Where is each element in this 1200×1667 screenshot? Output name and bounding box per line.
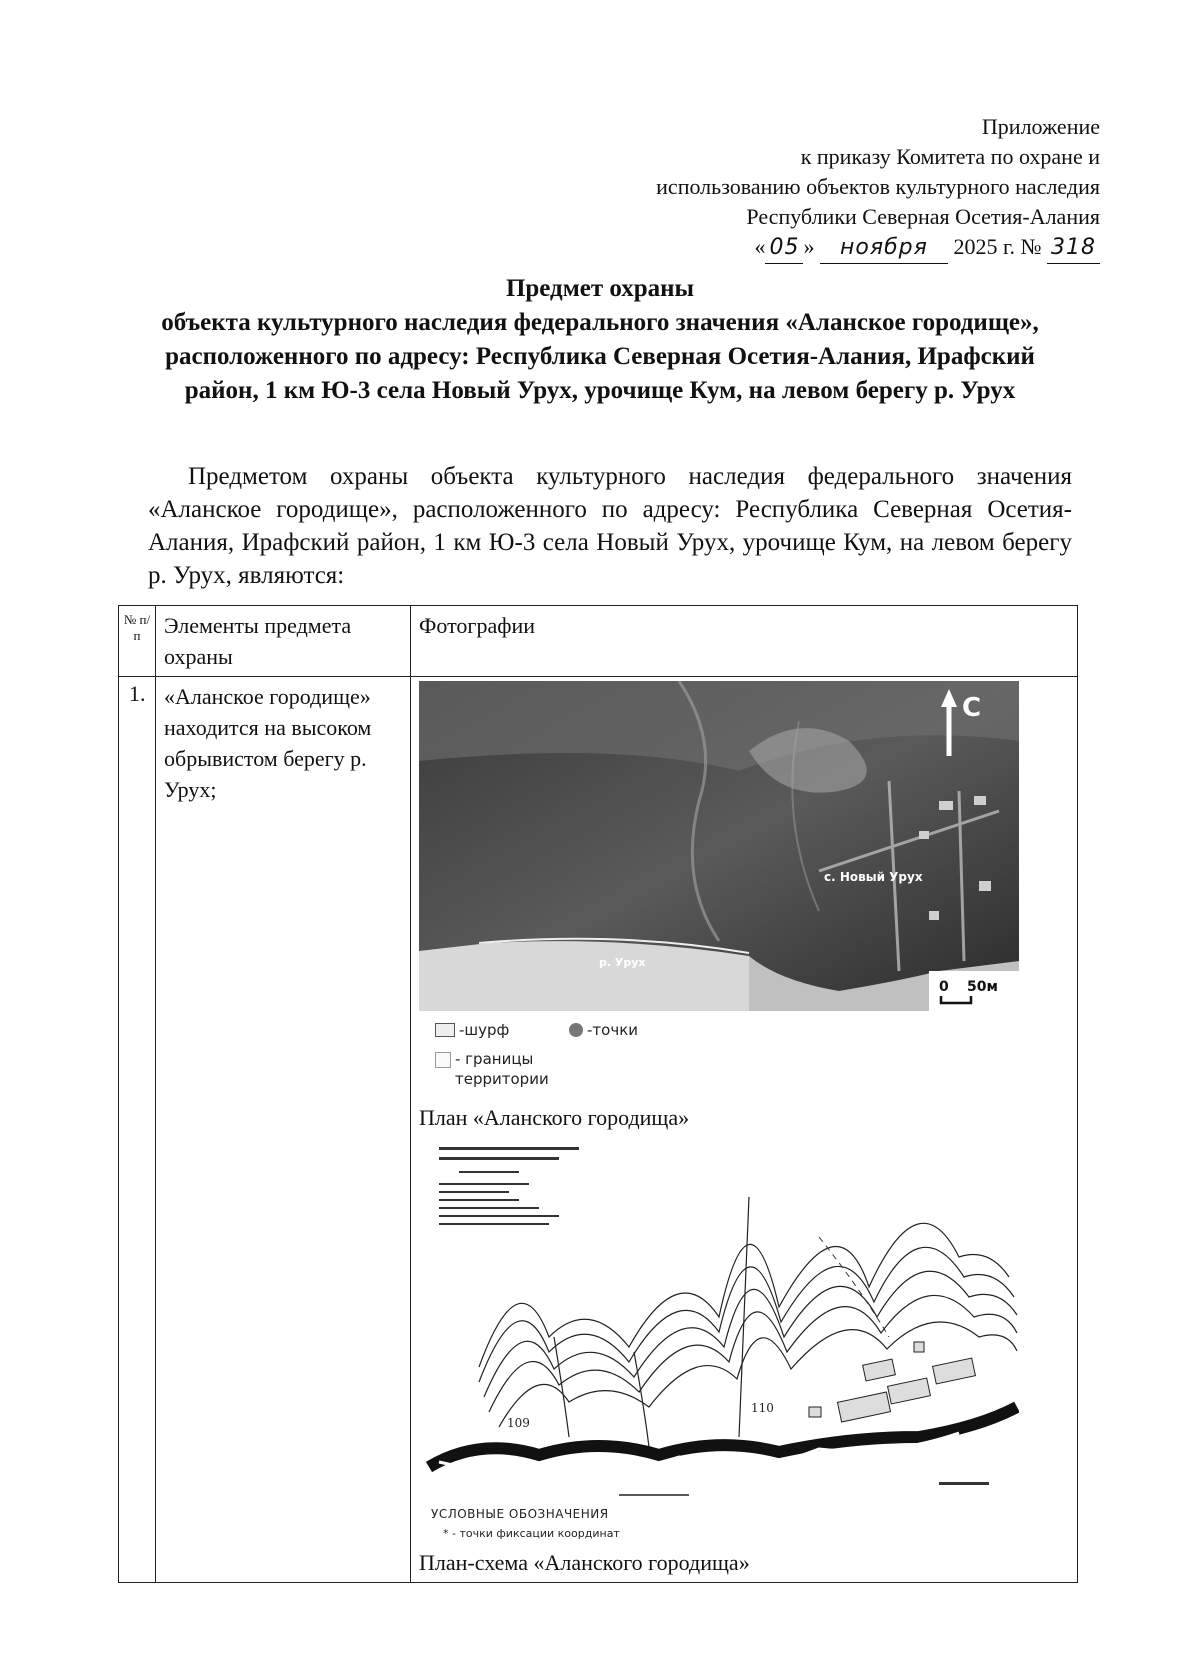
header-num: № п/п [119,606,156,677]
topographic-plan-image [419,1137,1019,1507]
row-element: «Аланское городище» находится на высоком обрывистом берегу р. Урух; [156,677,411,1583]
row-photos [411,677,1078,1583]
annex-number: 318 [1047,233,1100,264]
quote-close: » [803,234,815,259]
annex-month: ноября [820,233,948,264]
points-swatch [569,1023,583,1037]
scale-zero: 0 [939,979,949,995]
legend-points-label: -точки [587,1021,638,1039]
plan-legend-title: УСЛОВНЫЕ ОБОЗНАЧЕНИЯ [431,1507,609,1521]
plan-legend-item: * - точки фиксации координат [443,1527,620,1540]
pit-swatch [435,1023,455,1037]
document-title [140,272,1060,408]
annex-day: 05 [765,233,803,264]
map-legend [419,1011,1019,1101]
protection-table [118,605,1078,1583]
plan-legend [431,1507,1069,1540]
river-label: р. Урух [599,956,646,969]
annex-line-1: Приложение [981,114,1100,139]
satellite-map-image [419,681,1019,1011]
header-photos: Фотографии [411,606,1078,677]
legend-borders-label [455,1049,549,1089]
north-label: С [962,693,982,723]
caption-plan-scheme: План-схема «Аланского городища» [419,1550,750,1575]
legend-borders-line-1: - границы [455,1050,534,1068]
table-header-row [119,606,1078,677]
plan-elevation-109: 109 [507,1416,530,1430]
legend-pit-label: -шурф [459,1021,510,1039]
caption-plan: План «Аланского городища» [419,1105,690,1130]
annex-line-2: к приказу Комитета по охране и [800,144,1100,169]
annex-year: 2025 г. № [953,234,1042,259]
quote-open: « [754,234,766,259]
title-line-1: Предмет охраны [505,275,695,302]
annex-line-4: Республики Северная Осетия-Алания [746,204,1100,229]
header-elements: Элементы предмета охраны [156,606,411,677]
map-river-bank [419,941,749,1011]
intro-paragraph: Предметом охраны объекта культурного наследия федерального значения «Аланское городище», расположенного по адресу: Республика Северная Осетия-Алания, Ирафский район, 1 км Ю-3 села Новый Урух, урочище Кум, на левом берегу р. Урух, являются: [148,463,1072,589]
row-num: 1. [119,677,156,1583]
legend-borders [435,1049,549,1089]
legend-pit [435,1021,509,1039]
annex-line-3: использованию объектов культурного наследия [656,174,1100,199]
legend-points [569,1021,638,1039]
annex-date-line [580,232,1100,264]
village-label: с. Новый Урух [824,870,923,884]
title-line-2: объекта культурного наследия федерального значения «Аланское городище», расположенного по адресу: Республика Северная Осетия-Алания, Ирафский район, 1 км Ю-3 села Новый Урух, урочище Кум, на левом берегу р. Урух [161,309,1039,404]
table-row [119,677,1078,1583]
plan-author-signature [939,1482,989,1485]
plan-elevation-110: 110 [751,1401,774,1415]
annex-header [580,112,1100,264]
legend-borders-line-2: территории [455,1070,549,1088]
borders-swatch [435,1052,451,1068]
scale-label: 50м [967,979,998,995]
